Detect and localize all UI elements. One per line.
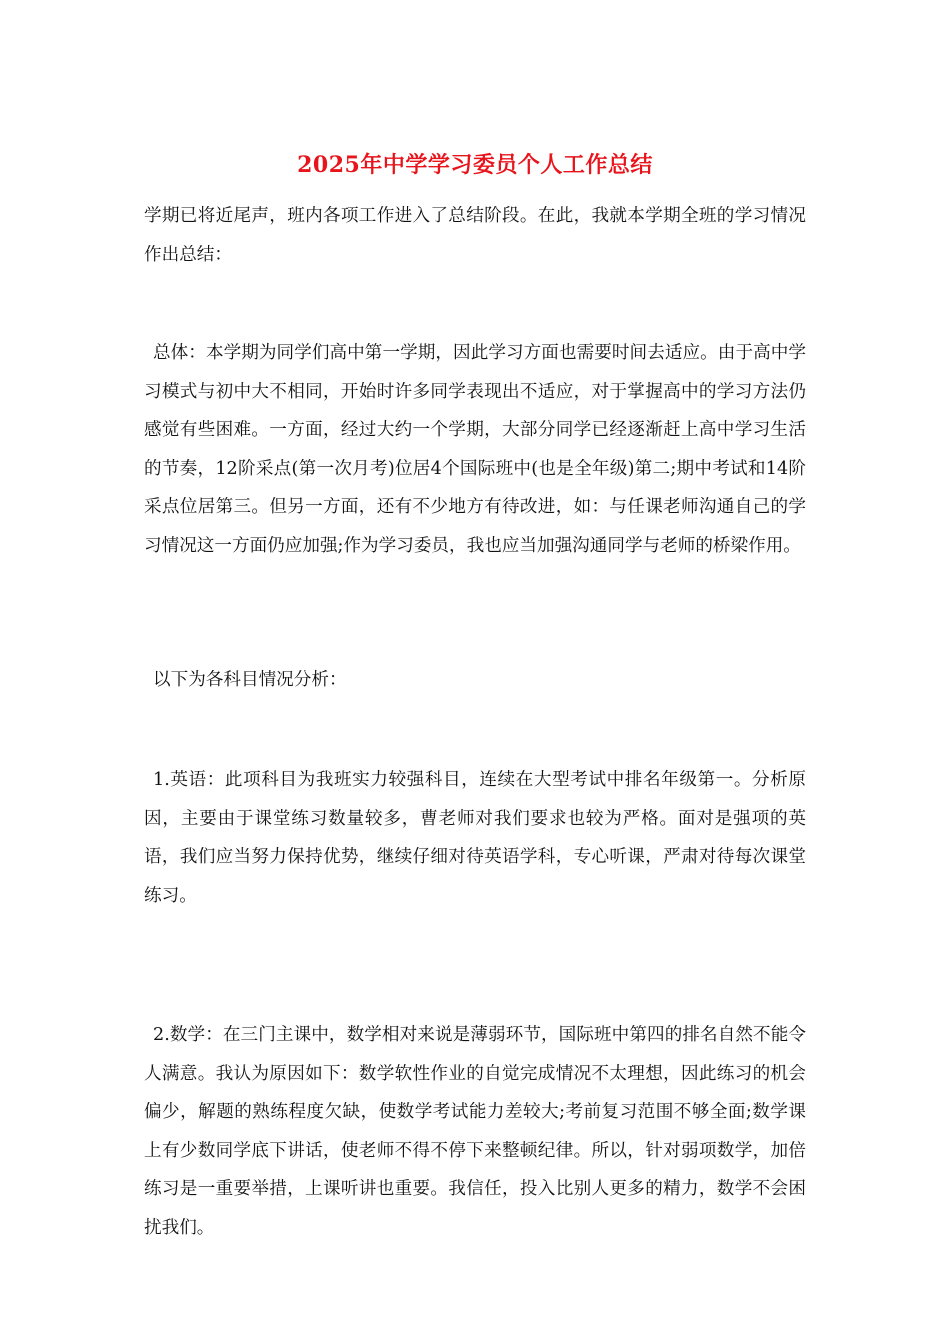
subjects-heading-paragraph: 以下为各科目情况分析： <box>153 670 347 690</box>
english-paragraph: 1.英语：此项科目为我班实力较强科目，连续在大型考试中排名年级第一。分析原因，主要由于课堂练习数量较多，曹老师对我们要求也较为严格。面对是强项的英语，我们应当努力保持优势，继续仔细对待英语学科，专心听课，严肃对待每次课堂练习。 <box>144 770 806 906</box>
math-paragraph: 2.数学：在三门主课中，数学相对来说是薄弱环节，国际班中第四的排名自然不能令人满意。我认为原因如下：数学软性作业的自觉完成情况不太理想，因此练习的机会偏少，解题的熟练程度欠缺，使数学考试能力差较大;考前复习范围不够全面;数学课上有少数同学底下讲话，使老师不得不停下来整顿纪律。所以，针对弱项数学，加倍练习是一重要举措，上课听讲也重要。我信任，投入比别人更多的精力，数学不会困扰我们。 <box>144 1025 806 1238</box>
document-title: 2025年中学学习委员个人工作总结 <box>297 152 653 178</box>
intro-paragraph: 学期已将近尾声，班内各项工作进入了总结阶段。在此，我就本学期全班的学习情况作出总结： <box>144 206 806 265</box>
overall-paragraph: 总体：本学期为同学们高中第一学期，因此学习方面也需要时间去适应。由于高中学习模式与初中大不相同，开始时许多同学表现出不适应，对于掌握高中的学习方法仍感觉有些困难。一方面，经过大约一个学期，大部分同学已经逐渐赶上高中学习生活的节奏，12阶采点(第一次月考)位居4个国际班中(也是全年级)第二;期中考试和14阶采点位居第三。但另一方面，还有不少地方有待改进，如：与任课老师沟通自己的学习情况这一方面仍应加强;作为学习委员，我也应当加强沟通同学与老师的桥梁作用。 <box>144 343 806 556</box>
